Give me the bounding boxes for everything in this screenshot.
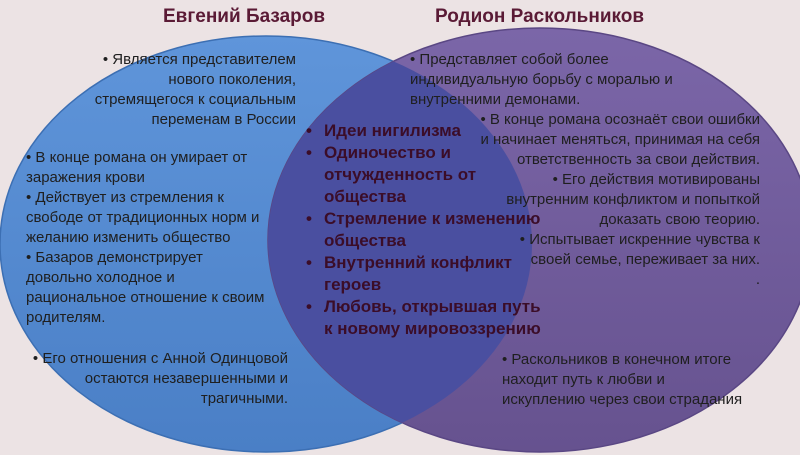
left-item: • Базаров демонстрирует довольно холодное и рациональное отношение к своим родителям. [26,248,266,328]
common-item: • Одиночество и отчужденность от общества [306,142,551,208]
left-list-bottom [26,349,288,409]
left-item: • В конце романа он умирает от заражения крови [26,148,266,188]
common-item: • Стремление к изменению общества [306,208,551,252]
left-list-top [70,50,296,130]
right-item: • В конце романа осознаёт свои ошибки и начинает меняться, принимая на себя ответственность за свои действия. [480,110,760,170]
right-list-top [410,50,700,110]
title-bazarov: Евгений Базаров [163,6,326,27]
common-traits-list [306,120,551,340]
left-item: • Его отношения с Анной Одинцовой остаются незавершенными и трагичными. [26,349,288,409]
common-item: • Внутренний конфликт героев [306,252,551,296]
right-list-bottom [502,350,752,410]
common-item: • Идеи нигилизма [306,120,551,142]
right-item: • Раскольников в конечном итоге находит путь к любви и искуплению через свои страдания [502,350,752,410]
common-item: • Любовь, открывшая путь к новому мировоззрению [306,296,551,340]
left-item: • Действует из стремления к свободе от традиционных норм и желанию изменить общество [26,188,266,248]
right-item: • Его действия мотивированы внутренним конфликтом и попыткой доказать свою теорию. [480,170,760,230]
title-raskolnikov: Родион Раскольников [435,6,645,27]
right-item: • Представляет собой более индивидуальную борьбу с моралью и внутренними демонами. [410,50,700,110]
left-list-middle [26,148,266,328]
left-item: • Является представителем нового поколения, стремящегося к социальным переменам в России [70,50,296,130]
right-item: . [755,271,760,288]
right-item: • Испытывает искренние чувства к своей семье, переживает за них. [480,230,760,270]
